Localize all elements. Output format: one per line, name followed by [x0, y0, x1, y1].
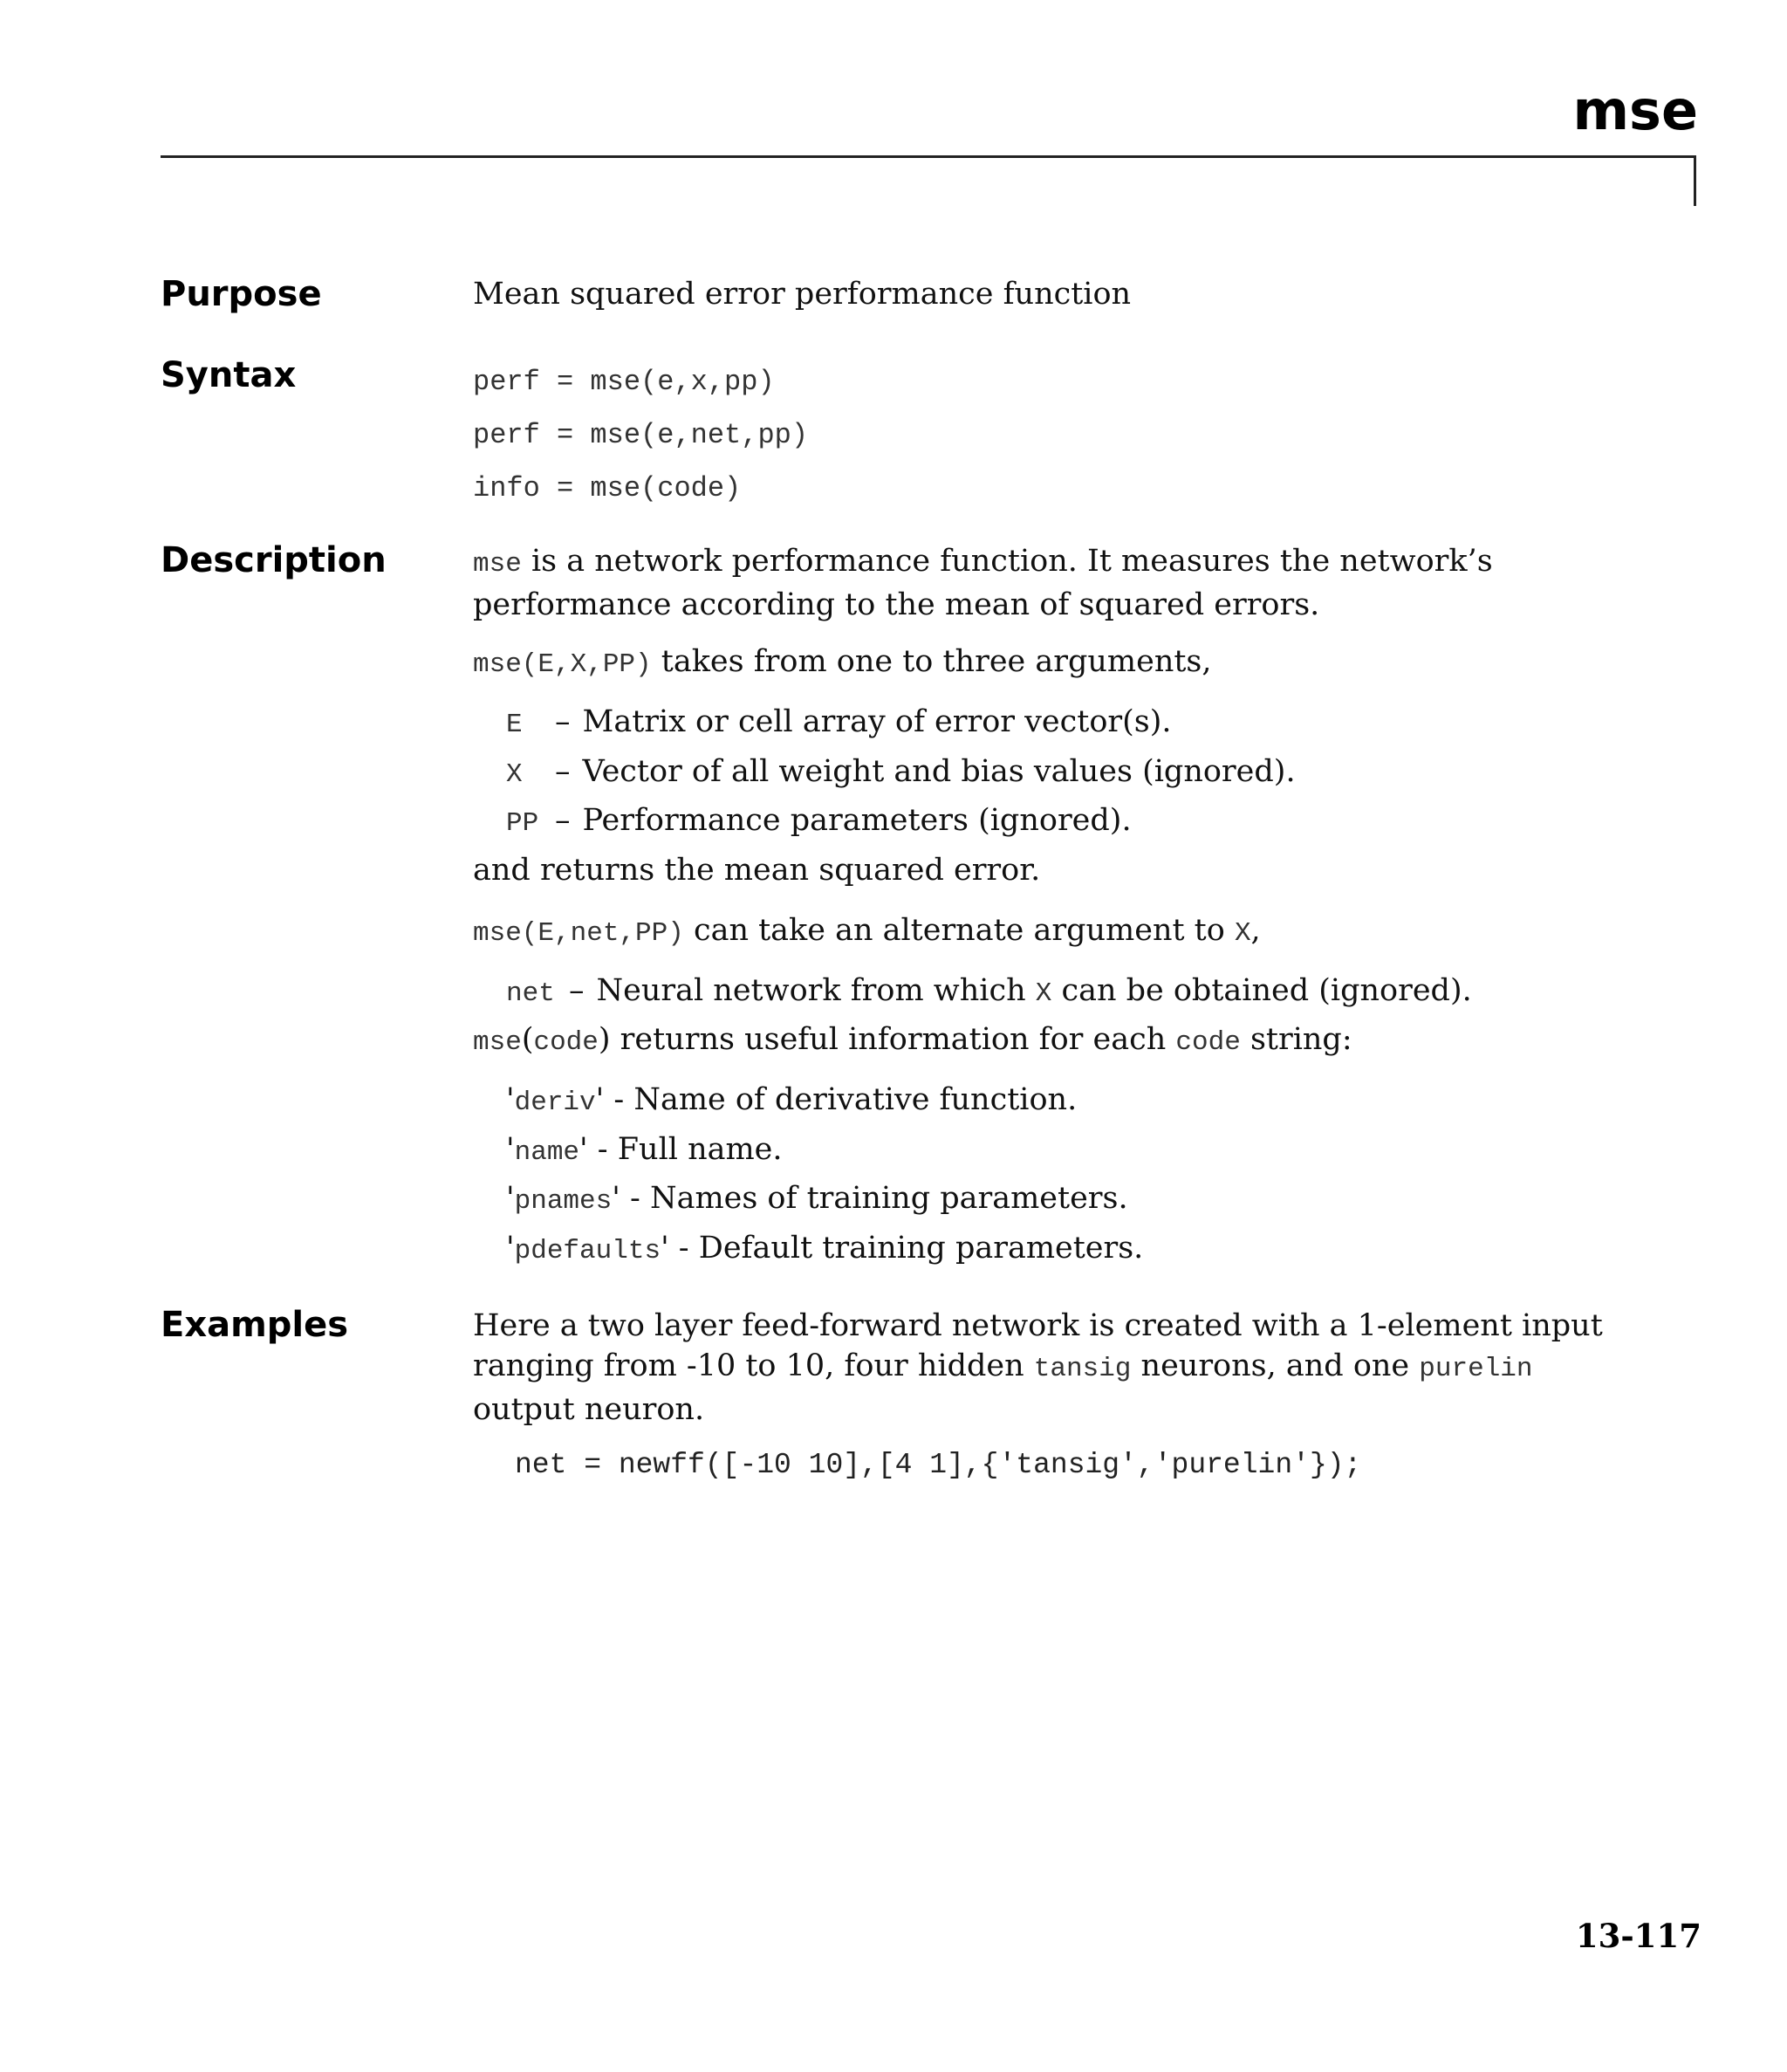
argument-item [506, 800, 1132, 844]
description-text: returns useful information for each [610, 1022, 1176, 1057]
purpose-label: Purpose [161, 274, 322, 314]
inline-code: mse [473, 549, 522, 580]
argument-description: can be obtained (ignored). [1051, 973, 1472, 1008]
inline-code: code [533, 1027, 599, 1058]
argument-dash: – [555, 704, 571, 739]
quote-mark: ' [506, 1181, 515, 1216]
code-string-name: deriv [514, 1087, 596, 1118]
examples-text: neurons, and one [1131, 1348, 1420, 1383]
syntax-line-1: perf = mse(e,x,pp) [473, 366, 775, 398]
argument-name: net [506, 978, 555, 1009]
description-label: Description [161, 540, 387, 580]
code-string-item [506, 1178, 1128, 1222]
examples-text: Here a two layer feed-forward network is created with a 1-element input ranging from -10 to 10, four hidden [473, 1308, 1603, 1383]
argument-name: E [506, 710, 523, 740]
code-string-description: ' - Names of training parameters. [612, 1181, 1128, 1216]
code-string-name: pdefaults [514, 1236, 661, 1266]
argument-description: Vector of all weight and bias values (ignored). [582, 754, 1296, 789]
description-paragraph-2 [473, 641, 1695, 685]
description-paragraph-5 [473, 1019, 1695, 1063]
syntax-line-3: info = mse(code) [473, 472, 742, 504]
description-text: ( [521, 1022, 534, 1057]
description-text: , [1250, 913, 1261, 948]
code-string-item [506, 1080, 1077, 1123]
inline-code: mse(E,net,PP) [473, 918, 684, 949]
code-string-description: ' - Default training parameters. [661, 1231, 1144, 1266]
inline-code: mse [473, 1027, 522, 1058]
description-text: is a network performance function. It measures the network’s performance according to the mean of squared errors. [473, 544, 1493, 622]
argument-name: X [506, 759, 523, 790]
argument-item [506, 702, 1172, 745]
syntax-label: Syntax [161, 355, 297, 395]
description-text: string: [1240, 1022, 1352, 1057]
header-rule-tick [1694, 155, 1696, 206]
quote-mark: ' [506, 1132, 515, 1167]
argument-description: Neural network from which [596, 973, 1036, 1008]
purpose-text: Mean squared error performance function [473, 277, 1132, 312]
code-string-item [506, 1228, 1143, 1272]
inline-code: X [1035, 978, 1052, 1009]
argument-description: Performance parameters (ignored). [582, 803, 1132, 838]
page-number: 13-117 [1575, 1917, 1701, 1955]
description-text: ) [598, 1022, 611, 1057]
inline-code: code [1175, 1027, 1241, 1058]
quote-mark: ' [506, 1231, 515, 1266]
code-string-description: ' - Full name. [579, 1132, 783, 1167]
code-string-item [506, 1129, 783, 1173]
description-text: can take an alternate argument to [683, 913, 1235, 948]
page-title: mse [1572, 79, 1698, 142]
code-string-name: name [514, 1137, 580, 1168]
quote-mark: ' [506, 1082, 515, 1117]
header-rule [161, 155, 1696, 158]
code-string-name: pnames [514, 1186, 613, 1217]
description-text: takes from one to three arguments, [651, 644, 1212, 679]
example-code-block: net = newff([-10 10],[4 1],{'tansig','purelin'}); [515, 1449, 1362, 1481]
description-paragraph-3: and returns the mean squared error. [473, 853, 1041, 888]
examples-paragraph [473, 1306, 1642, 1430]
argument-item [506, 751, 1296, 795]
argument-dash: – [555, 803, 571, 838]
syntax-line-2: perf = mse(e,net,pp) [473, 419, 809, 451]
argument-dash: – [555, 754, 571, 789]
argument-dash: – [569, 973, 585, 1008]
inline-code: X [1234, 918, 1251, 949]
examples-text: output neuron. [473, 1392, 705, 1427]
argument-item [506, 971, 1472, 1014]
code-string-description: ' - Name of derivative function. [595, 1082, 1078, 1117]
inline-code: purelin [1419, 1354, 1533, 1384]
argument-description: Matrix or cell array of error vector(s). [582, 704, 1172, 739]
inline-code: tansig [1033, 1354, 1132, 1384]
inline-code: mse(E,X,PP) [473, 649, 652, 680]
examples-label: Examples [161, 1305, 349, 1345]
description-paragraph-4 [473, 910, 1695, 954]
description-paragraph-1 [473, 541, 1660, 625]
argument-name: PP [506, 808, 539, 839]
